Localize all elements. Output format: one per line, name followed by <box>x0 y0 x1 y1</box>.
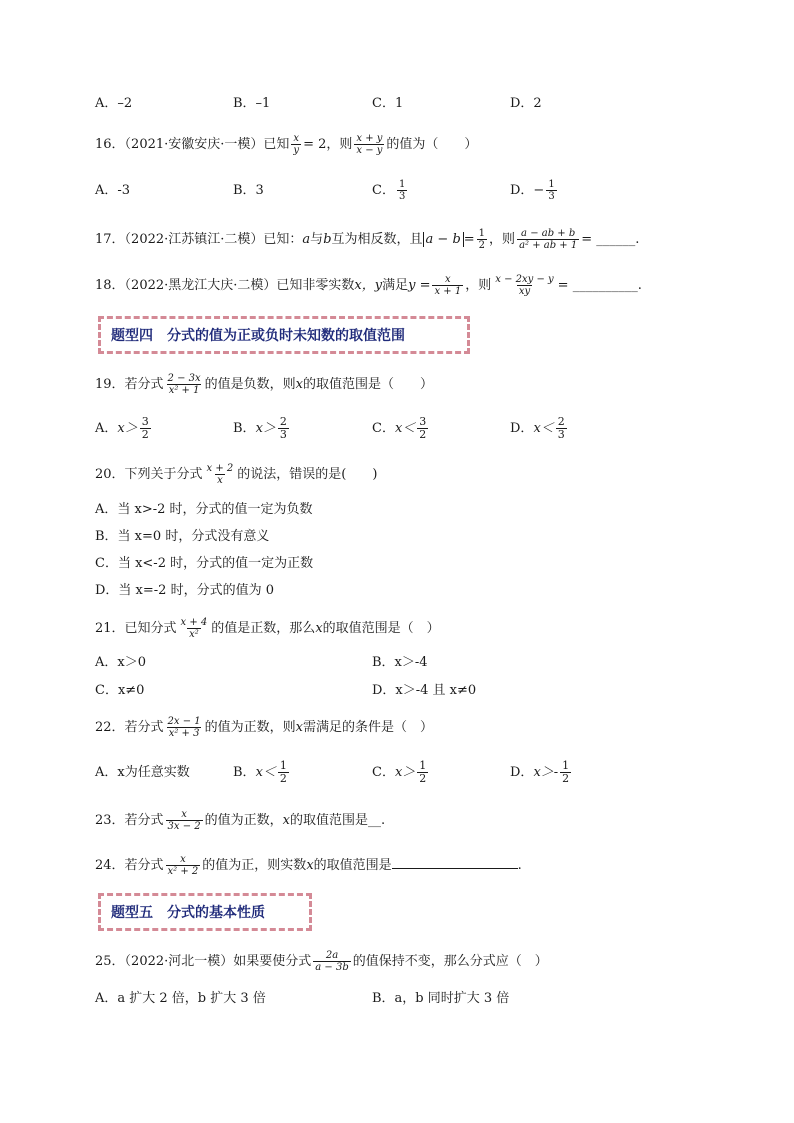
question-17: 17．（2022·江苏镇江·二模）已知：a与b互为相反数，且 a − b = $\frac{1}{2}$ ，则 $\frac{a - ab + b}{\text{a² + ab + 1}}$ = ______. <box>95 228 640 251</box>
option-a[interactable]: A．x为任意实数 <box>95 765 190 780</box>
option-b[interactable]: B．a，b 同时扩大 3 倍 <box>372 991 510 1006</box>
fraction: $\frac{1}{2}$ <box>419 759 427 785</box>
fraction: $\frac{x - 2xy - y}{xy}$ <box>495 274 554 297</box>
option-c[interactable]: C．当 x<-2 时，分式的值一定为正数 <box>95 556 314 571</box>
fraction: $\frac{x}{3x - 2}$ <box>167 809 201 832</box>
fraction: $\frac{1}{3}$ <box>398 179 406 202</box>
fraction: $\frac{2 - 3x}{\text{x² + 1}}$ <box>167 373 201 396</box>
question-text: 16．（2021·安徽安庆·一模）已知 <box>95 137 290 152</box>
option-a[interactable]: A．-3 <box>95 183 131 198</box>
question-25: 25．（2022·河北一模）如果要使分式 $\frac{2a}{a - 3b}$ 的值保持不变，那么分式应（ ） <box>95 950 548 973</box>
option-d[interactable]: D．当 x=-2 时，分式的值为 0 <box>95 583 274 598</box>
question-23: 23．若分式 $\frac{x}{3x - 2}$ 的值为正数，x的取值范围是__. <box>95 809 386 832</box>
fraction: $\frac{2x - 1}{\text{x² + 3}}$ <box>167 716 201 739</box>
fraction: $\frac{3}{2}$ <box>141 415 149 441</box>
question-24: 24．若分式 $\frac{x}{\text{x² + 2}}$ 的值为正，则实数x的取值范围是 . <box>95 854 522 877</box>
fraction: $\frac{1}{3}$ <box>548 179 555 202</box>
option-c[interactable]: C．1 <box>372 96 404 111</box>
question-18: 18．（2022·黑龙江大庆·二模）已知非零实数x，y满足y = $\frac{x}{x + 1}$ ，则 $\frac{x - 2xy - y}{xy}$ = __________. <box>95 274 642 297</box>
option-b[interactable]: B．x＞ $\frac{2}{3}$ <box>233 415 287 441</box>
option-c[interactable]: C．x＞ $\frac{1}{2}$ <box>372 759 427 785</box>
question-22: 22．若分式 $\frac{2x - 1}{\text{x² + 3}}$ 的值为正数，则x需满足的条件是（ ） <box>95 716 434 739</box>
fraction: $\frac{2}{3}$ <box>279 415 287 441</box>
fraction: $\frac{3}{2}$ <box>419 415 427 441</box>
question-20: 20．下列关于分式 $\frac{x + 2}{x}$ 的说法，错误的是( ) <box>95 463 378 486</box>
option-b[interactable]: B．–1 <box>233 96 271 111</box>
fraction: $\frac{1}{2}$ <box>562 759 570 785</box>
option-d[interactable]: D．x＞-4 且 x≠0 <box>372 683 477 698</box>
answer-blank[interactable] <box>392 854 518 869</box>
fraction: $\frac{x + y}{x - y}$ <box>356 133 383 156</box>
fraction: $\frac{x}{y}$ <box>293 133 300 156</box>
fraction: $\frac{1}{2}$ <box>279 759 287 785</box>
option-a[interactable]: A．x＞0 <box>95 655 146 670</box>
fraction: $\frac{x}{\text{x² + 2}}$ <box>167 854 199 877</box>
section-heading-5: 题型五 分式的基本性质 <box>98 893 312 931</box>
question-16: 16．（2021·安徽安庆·一模）已知 $\frac{x}{y}$ = 2，则 $\frac{x + y}{x - y}$ 的值为（ ） <box>95 133 478 156</box>
fraction: $\frac{2a}{a - 3b}$ <box>315 950 349 973</box>
option-c[interactable]: C． $\frac{1}{3}$ <box>372 179 406 202</box>
option-a[interactable]: A．当 x>-2 时，分式的值一定为负数 <box>95 502 313 517</box>
fraction: $\frac{x + 4}{\text{x²}}$ <box>180 617 208 640</box>
option-a[interactable]: A．a 扩大 2 倍，b 扩大 3 倍 <box>95 991 266 1006</box>
option-d[interactable]: D．2 <box>510 96 542 111</box>
fraction: $\frac{1}{2}$ <box>478 228 486 251</box>
question-21: 21．已知分式 $\frac{x + 4}{\text{x²}}$ 的值是正数，那么x的取值范围是（ ） <box>95 617 440 640</box>
option-b[interactable]: B．x＞-4 <box>372 655 428 670</box>
fraction: $\frac{x + 2}{x}$ <box>206 463 234 486</box>
option-c[interactable]: C．x≠0 <box>95 683 145 698</box>
fraction: $\frac{a - ab + b}{\text{a² + ab + 1}}$ <box>519 228 578 251</box>
option-c[interactable]: C．x＜ $\frac{3}{2}$ <box>372 415 427 441</box>
fraction: $\frac{2}{3}$ <box>557 415 565 441</box>
option-d[interactable]: D．x＜ $\frac{2}{3}$ <box>510 415 565 441</box>
option-b[interactable]: B．3 <box>233 183 264 198</box>
option-d[interactable]: D．x＞- $\frac{1}{2}$ <box>510 759 570 785</box>
option-a[interactable]: A．x＞ $\frac{3}{2}$ <box>95 415 149 441</box>
option-b[interactable]: B．x＜ $\frac{1}{2}$ <box>233 759 287 785</box>
option-b[interactable]: B．当 x=0 时，分式没有意义 <box>95 529 270 544</box>
option-a[interactable]: A．–2 <box>95 96 133 111</box>
section-heading-4: 题型四 分式的值为正或负时未知数的取值范围 <box>98 316 470 354</box>
fraction: $\frac{x}{x + 1}$ <box>434 274 462 297</box>
question-19: 19．若分式 $\frac{2 - 3x}{\text{x² + 1}}$ 的值是负数，则x的取值范围是（ ） <box>95 373 434 396</box>
option-d[interactable]: D．− $\frac{1}{3}$ <box>510 179 555 202</box>
